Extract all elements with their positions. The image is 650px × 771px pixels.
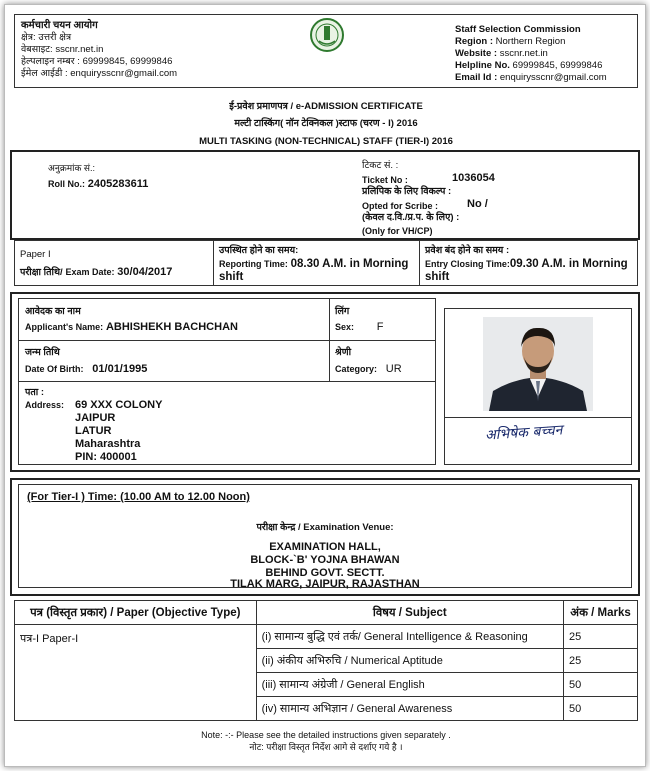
category-label-hi: श्रेणी	[335, 347, 352, 358]
email-line: Email Id : enquirysscnr@gmail.com	[455, 72, 607, 83]
region-hi: क्षेत्र: उत्तरी क्षेत्र	[21, 32, 72, 43]
subject-cell: (i) सामान्य बुद्धि एवं तर्क/ General Intelligence & Reasoning	[256, 625, 563, 649]
reporting-shift: shift	[219, 271, 244, 283]
divider	[419, 241, 420, 285]
venue-line-3: BEHIND GOVT. SECTT.	[265, 567, 385, 579]
scribe-label-hi: प्रलिपिक के लिए विकल्प :	[362, 186, 452, 197]
sex: Sex: F	[335, 321, 384, 333]
org-name: Staff Selection Commission	[455, 24, 581, 35]
exam-date: परीक्षा तिथि/ Exam Date: 30/04/2017	[20, 266, 173, 278]
note-hi: नोट: परीक्षा विस्तृत निर्देश आगे से दर्शाए गये है ।	[249, 742, 403, 752]
photo-signature-box	[444, 308, 632, 465]
roll-label-hi: अनुक्रमांक सं.:	[48, 163, 95, 173]
paper-cell: पत्र-I Paper-I	[15, 625, 257, 721]
candidate-photo	[483, 317, 593, 411]
closing-label-hi: प्रवेश बंद होने का समय :	[425, 245, 510, 256]
closing-time: Entry Closing Time:09.30 A.M. in Morning	[425, 258, 628, 270]
venue-line-1: EXAMINATION HALL,	[269, 541, 381, 553]
scribe-note-hi: (केवल द.वि./प्र.प. के लिए) :	[362, 212, 460, 223]
roll-ticket-section	[10, 150, 640, 240]
venue-section	[10, 478, 640, 596]
address-line-5: PIN: 400001	[75, 451, 137, 463]
org-name-hi: कर्मचारी चयन आयोग	[21, 20, 98, 31]
venue-inner	[18, 484, 632, 588]
helpline-line: Helpline No. 69999845, 69999846	[455, 60, 603, 71]
venue-line-4: TILAK MARG, JAIPUR, RAJASTHAN	[230, 578, 420, 590]
subject-cell: (iv) सामान्य अभिज्ञान / General Awareness	[256, 697, 563, 721]
address-line-3: LATUR	[75, 425, 112, 437]
reporting-label-hi: उपस्थित होने का समय:	[219, 245, 299, 256]
candidate-signature: अभिषेक बच्चन	[484, 422, 563, 444]
divider	[445, 417, 631, 418]
scribe-note: (Only for VH/CP)	[362, 226, 433, 236]
title-line-1: ई-प्रवेश प्रमाणपत्र / e-ADMISSION CERTIFICATE	[229, 101, 423, 112]
name-label-hi: आवेदक का नाम	[25, 306, 81, 317]
venue-label: परीक्षा केन्द्र / Examination Venue:	[256, 522, 394, 533]
scribe-value: No /	[467, 198, 488, 210]
ticket-number: 1036054	[452, 172, 495, 184]
marks-cell: 25	[564, 625, 638, 649]
candidate-details	[18, 298, 436, 465]
title-line-2: मल्टी टास्किंग( नॉन टेक्निकल )स्टाफ (चरण - I) 2016	[234, 118, 418, 129]
website-hi: वेबसाइट: sscnr.net.in	[21, 44, 104, 55]
closing-shift: shift	[425, 271, 450, 283]
divider	[213, 241, 214, 285]
table-row	[15, 625, 638, 649]
website-line: Website : sscnr.net.in	[455, 48, 548, 59]
marks-cell: 50	[564, 697, 638, 721]
header-section	[14, 14, 638, 88]
header-paper: पत्र (विस्तृत प्रकार) / Paper (Objective Type)	[15, 601, 257, 625]
scribe-label: Opted for Scribe :	[362, 201, 439, 211]
reporting-time: Reporting Time: 08.30 A.M. in Morning	[219, 258, 409, 270]
table-header-row	[15, 601, 638, 625]
applicant-name: Applicant's Name: ABHISHEKH BACHCHAN	[25, 321, 238, 333]
sex-label-hi: लिंग	[335, 306, 350, 317]
header-marks: अंक / Marks	[564, 601, 638, 625]
dob-label-hi: जन्म तिथि	[25, 347, 60, 358]
region-line: Region : Northern Region	[455, 36, 566, 47]
ssc-logo	[307, 17, 347, 61]
subject-cell: (ii) अंकीय अभिरुचि / Numerical Aptitude	[256, 649, 563, 673]
address-line-4: Maharashtra	[75, 438, 141, 450]
ticket-label-hi: टिकट सं. :	[362, 160, 399, 171]
ticket-label: Ticket No :	[362, 175, 408, 185]
address-line-1: 69 XXX COLONY	[75, 399, 163, 411]
address-line-2: JAIPUR	[75, 412, 116, 424]
marks-cell: 50	[564, 673, 638, 697]
subject-cell: (iii) सामान्य अंग्रेजी / General English	[256, 673, 563, 697]
candidate-section	[10, 292, 640, 472]
venue-line-2: BLOCK-`B' YOJNA BHAWAN	[250, 554, 400, 566]
divider	[19, 381, 435, 382]
marks-table	[14, 600, 638, 721]
helpline-hi: हेल्पलाइन नम्बर : 69999845, 69999846	[21, 56, 173, 67]
paper-label: Paper I	[20, 249, 51, 260]
divider	[19, 340, 435, 341]
address-label: Address:	[25, 400, 65, 410]
note-en: Note: -:- Please see the detailed instructions given separately .	[201, 730, 451, 740]
address-label-hi: पता :	[25, 387, 45, 398]
date-of-birth: Date Of Birth: 01/01/1995	[25, 363, 148, 375]
title-line-3: MULTI TASKING (NON-TECHNICAL) STAFF (TIER-I) 2016	[199, 136, 453, 147]
exam-timing-row	[14, 240, 638, 286]
email-hi: ईमेल आईडी : enquirysscnr@gmail.com	[21, 68, 178, 79]
roll-number: Roll No.: 2405283611	[48, 178, 149, 190]
tier-time: (For Tier-I ) Time: (10.00 AM to 12.00 Noon)	[27, 491, 250, 503]
marks-cell: 25	[564, 649, 638, 673]
category: Category: UR	[335, 363, 402, 375]
header-subject: विषय / Subject	[256, 601, 563, 625]
